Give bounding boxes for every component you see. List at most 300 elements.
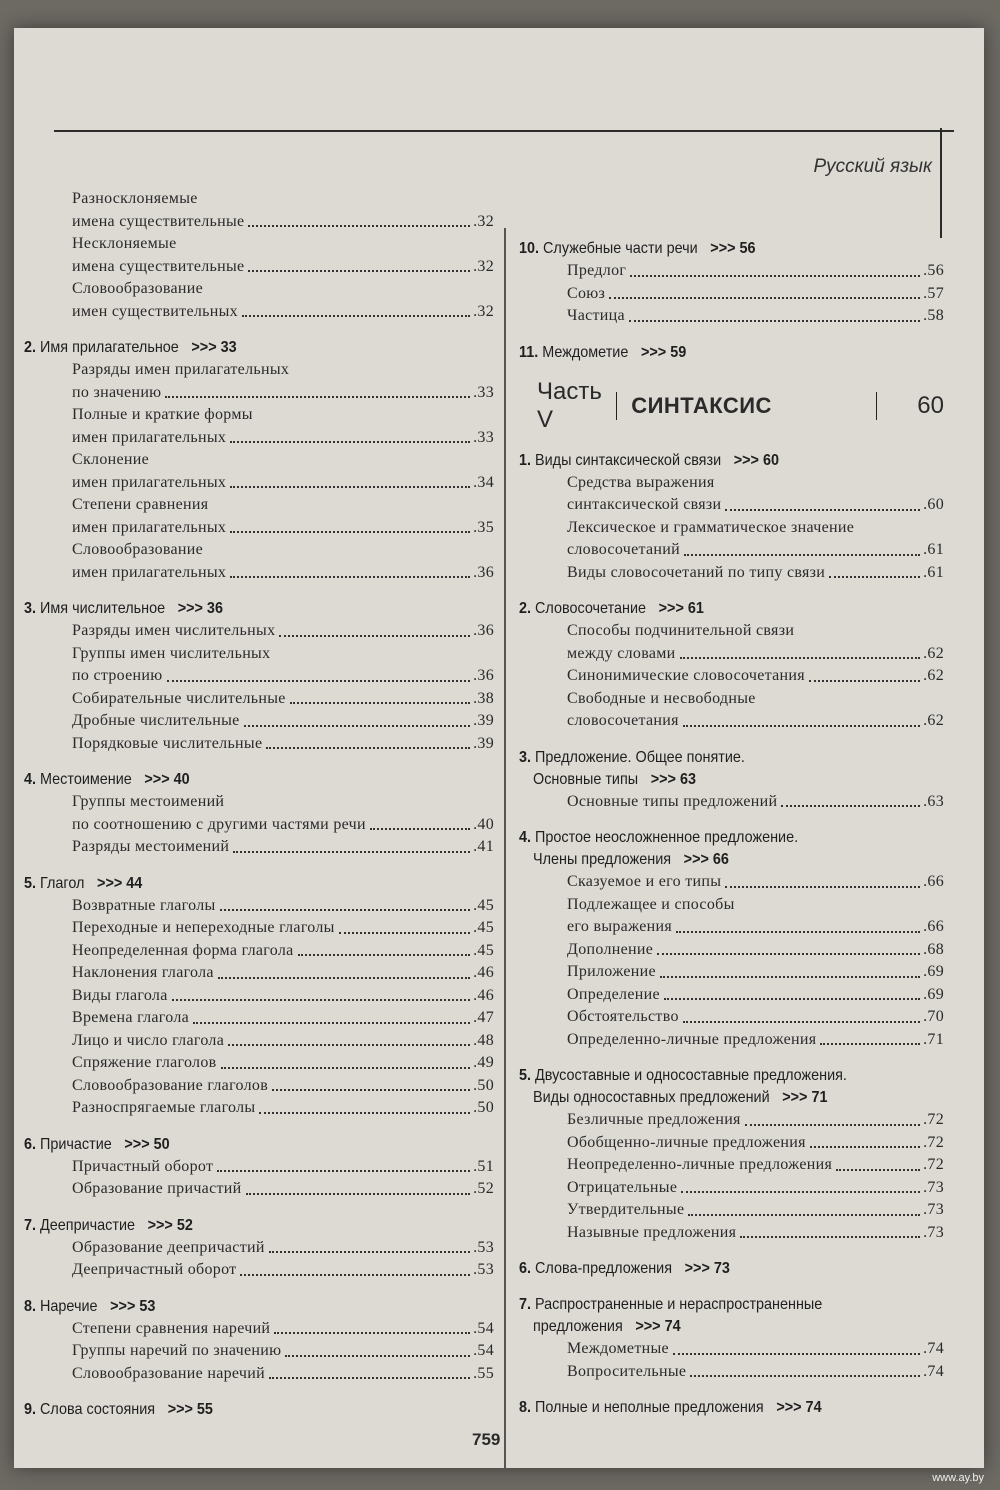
entry-label: по соотношению с другими частями речи	[72, 815, 366, 833]
toc-entry[interactable]	[567, 1006, 944, 1029]
section-ref: >>> 55	[167, 1401, 213, 1418]
toc-entry[interactable]	[72, 733, 494, 756]
toc-entry[interactable]	[72, 404, 494, 427]
entry-page: .63	[923, 792, 944, 810]
toc-entry[interactable]	[567, 984, 944, 1007]
section-ref: >>> 61	[658, 600, 704, 617]
section-number: 8.	[24, 1297, 37, 1315]
part-separator	[616, 392, 617, 420]
entry-label: Междометные	[567, 1340, 669, 1357]
toc-entry[interactable]	[72, 562, 494, 585]
entry-page: .32	[473, 302, 494, 320]
entry-label: имена существительные	[72, 212, 245, 230]
dot-leader	[269, 1251, 470, 1253]
section-heading[interactable]	[519, 1397, 902, 1419]
toc-entry[interactable]	[72, 1178, 494, 1201]
section-heading[interactable]	[24, 873, 447, 895]
entry-list	[72, 895, 494, 1120]
toc-entry[interactable]	[567, 939, 944, 962]
section-ref: >>> 73	[684, 1260, 730, 1277]
dot-leader	[690, 1375, 920, 1377]
dot-leader	[228, 1044, 470, 1046]
section-title: Деепричастие	[40, 1216, 135, 1234]
entry-label: Дополнение	[567, 940, 654, 958]
section-heading[interactable]	[519, 827, 902, 849]
toc-entry[interactable]	[567, 1361, 944, 1384]
section-heading[interactable]	[519, 598, 902, 620]
entry-page: .62	[923, 644, 944, 662]
section-ref: >>> 40	[144, 771, 190, 788]
entry-label: Образование деепричастий	[72, 1238, 265, 1256]
toc-entry[interactable]	[72, 494, 494, 517]
toc-entry[interactable]	[72, 1075, 494, 1098]
entry-label: Разносклоняемые	[72, 190, 198, 207]
entry-label: по строению	[72, 667, 163, 684]
entry-label: Словообразование	[72, 541, 204, 558]
section-heading-cont[interactable]	[533, 769, 903, 791]
dot-leader	[836, 1169, 920, 1171]
toc-section	[519, 827, 944, 1051]
entry-label: Частица	[567, 307, 625, 324]
toc-entry[interactable]	[72, 940, 494, 963]
entry-page: .38	[473, 689, 494, 707]
section-title: Междометие	[542, 343, 629, 361]
toc-section	[24, 188, 494, 323]
entry-page: .54	[473, 1319, 494, 1337]
toc-section	[24, 873, 494, 1120]
entry-label: имен прилагательных	[72, 563, 227, 581]
toc-entry[interactable]	[72, 710, 494, 733]
toc-section	[519, 1258, 944, 1280]
dot-leader	[244, 725, 471, 727]
entry-list	[567, 871, 944, 1051]
section-title: Причастие	[40, 1135, 112, 1153]
entry-list	[72, 1156, 494, 1201]
entry-page: .36	[473, 563, 494, 581]
section-number: 4.	[24, 771, 37, 788]
entry-label: Спряжение глаголов	[72, 1054, 217, 1071]
dot-leader	[220, 909, 471, 911]
entry-page: .62	[923, 712, 944, 729]
dot-leader	[266, 747, 470, 749]
right-column	[519, 238, 944, 1419]
toc-entry[interactable]	[72, 1318, 494, 1341]
entry-page: .61	[923, 563, 944, 581]
toc-entry[interactable]	[72, 688, 494, 711]
toc-entry[interactable]	[72, 985, 494, 1008]
dot-leader	[298, 954, 471, 956]
section-title-cont: Виды односоставных предложений	[533, 1089, 770, 1106]
section-heading[interactable]	[519, 238, 902, 260]
watermark: www.ay.by	[932, 1472, 984, 1484]
toc-entry[interactable]	[567, 791, 944, 814]
entry-label: Виды словосочетаний по типу связи	[567, 563, 826, 581]
part-heading	[537, 378, 944, 434]
entry-label: имен прилагательных	[72, 473, 227, 491]
part-label: Часть V	[537, 377, 602, 433]
toc-entry[interactable]	[567, 305, 944, 328]
entry-label: имен существительных	[72, 302, 238, 320]
toc-section	[519, 747, 944, 814]
entry-label: Переходные и непереходные глаголы	[72, 919, 335, 936]
toc-entry[interactable]	[72, 791, 494, 814]
dot-leader	[683, 725, 920, 727]
header-bar	[940, 128, 942, 238]
section-heading[interactable]	[24, 1399, 447, 1421]
toc-entry[interactable]	[72, 472, 494, 495]
entry-label: между словами	[567, 644, 676, 662]
entry-page: .33	[473, 383, 494, 401]
entry-label: Союз	[567, 284, 606, 302]
dot-leader	[810, 1146, 920, 1148]
toc-entry[interactable]	[72, 1156, 494, 1179]
toc-section	[519, 450, 944, 585]
entry-label: Времена глагола	[72, 1009, 190, 1026]
toc-entry[interactable]	[567, 620, 944, 643]
toc-entry[interactable]	[72, 1259, 494, 1282]
entry-label: Группы наречий по значению	[72, 1342, 282, 1359]
section-number: 4.	[519, 829, 532, 846]
entry-page: .46	[473, 964, 494, 981]
toc-entry[interactable]	[567, 1132, 944, 1155]
toc-entry[interactable]	[567, 894, 944, 917]
toc-entry[interactable]	[72, 233, 494, 256]
dot-leader	[272, 1089, 470, 1091]
section-title-cont: предложения	[533, 1318, 623, 1335]
section-heading[interactable]	[24, 769, 447, 791]
section-heading-cont[interactable]	[533, 849, 903, 871]
section-number: 7.	[24, 1216, 37, 1234]
toc-entry[interactable]	[567, 643, 944, 666]
dot-leader	[269, 1377, 470, 1379]
entry-page: .36	[473, 667, 494, 684]
toc-entry[interactable]	[72, 917, 494, 940]
entry-page: .45	[473, 896, 494, 914]
entry-label: Определенно-личные предложения	[567, 1030, 817, 1048]
entry-label: Словообразование наречий	[72, 1364, 265, 1382]
dot-leader	[339, 932, 470, 934]
section-ref: >>> 74	[635, 1318, 681, 1335]
toc-entry[interactable]	[72, 256, 494, 279]
section-ref: >>> 60	[733, 451, 779, 469]
entry-label: Лексическое и грамматическое значение	[567, 518, 855, 536]
entry-label: Определение	[567, 985, 660, 1003]
entry-page: .52	[473, 1180, 494, 1197]
entry-page: .72	[923, 1133, 944, 1151]
toc-entry[interactable]	[72, 814, 494, 837]
section-number: 5.	[24, 874, 37, 892]
section-heading[interactable]	[24, 1296, 447, 1318]
dot-leader	[681, 1191, 920, 1193]
section-number: 7.	[519, 1296, 532, 1313]
entry-label: Безличные предложения	[567, 1111, 741, 1128]
entry-label: Деепричастный оборот	[72, 1261, 237, 1278]
toc-entry[interactable]	[567, 283, 944, 306]
toc-entry[interactable]	[72, 1237, 494, 1260]
section-ref: >>> 71	[782, 1089, 828, 1106]
toc-entry[interactable]	[72, 620, 494, 643]
section-title: Двусоставные и односоставные предложения.	[535, 1067, 847, 1084]
entry-label: Группы местоимений	[72, 793, 225, 810]
entry-page: .68	[923, 940, 944, 958]
entry-label: Синонимические словосочетания	[567, 667, 805, 684]
dot-leader	[740, 1236, 920, 1238]
entry-page: .32	[473, 257, 494, 275]
entry-label: Неопределенная форма глагола	[72, 941, 294, 959]
toc-section	[519, 238, 944, 328]
entry-page: .69	[923, 963, 944, 980]
section-number: 3.	[24, 600, 37, 617]
entry-list	[72, 1237, 494, 1282]
entry-label: Виды глагола	[72, 986, 168, 1004]
section-title-cont: Члены предложения	[533, 851, 672, 868]
entry-label: по значению	[72, 383, 162, 401]
toc-entry[interactable]	[72, 643, 494, 666]
entry-page: .74	[923, 1362, 944, 1380]
section-title: Распространенные и нераспространенные	[535, 1296, 823, 1313]
toc-entry[interactable]	[567, 916, 944, 939]
entry-label: имена существительные	[72, 257, 245, 275]
toc-entry[interactable]	[72, 427, 494, 450]
entry-page: .39	[473, 712, 494, 729]
entry-label: Основные типы предложений	[567, 792, 778, 810]
dot-leader	[233, 851, 470, 853]
dot-leader	[688, 1214, 920, 1216]
toc-section	[519, 598, 944, 733]
section-ref: >>> 50	[124, 1135, 170, 1153]
dot-leader	[217, 1170, 470, 1172]
dot-leader	[240, 1274, 470, 1276]
entry-list	[567, 620, 944, 733]
toc-entry[interactable]	[72, 382, 494, 405]
toc-section	[519, 1294, 944, 1383]
entry-page: .33	[473, 428, 494, 446]
toc-entry[interactable]	[72, 1340, 494, 1363]
toc-entry[interactable]	[567, 1177, 944, 1200]
entry-label: Группы имен числительных	[72, 644, 271, 662]
entry-page: .48	[473, 1031, 494, 1049]
entry-label: Лицо и число глагола	[72, 1031, 225, 1049]
toc-entry[interactable]	[72, 1097, 494, 1120]
toc-entry[interactable]	[72, 962, 494, 985]
dot-leader	[246, 1193, 471, 1195]
running-header: Русский язык	[813, 156, 932, 177]
toc-section	[24, 598, 494, 755]
entry-page: .66	[923, 873, 944, 890]
entry-page: .73	[923, 1201, 944, 1218]
toc-entry[interactable]	[567, 688, 944, 711]
entry-label: Утвердительные	[567, 1201, 685, 1218]
dot-leader	[683, 1021, 920, 1023]
dot-leader	[629, 320, 920, 322]
toc-section	[519, 1065, 944, 1244]
toc-entry[interactable]	[72, 517, 494, 540]
left-column	[24, 188, 494, 1421]
entry-list	[567, 260, 944, 328]
section-number: 2.	[519, 600, 532, 617]
dot-leader	[664, 998, 920, 1000]
toc-entry[interactable]	[72, 278, 494, 301]
section-number: 2.	[24, 339, 37, 356]
entry-page: .62	[923, 667, 944, 684]
section-heading[interactable]	[519, 1294, 902, 1316]
dot-leader	[660, 976, 920, 978]
dot-leader	[230, 441, 470, 443]
page-number: 759	[472, 1430, 501, 1449]
entry-label: Наклонения глагола	[72, 964, 214, 981]
dot-leader	[221, 1067, 471, 1069]
entry-page: .54	[473, 1342, 494, 1359]
dot-leader	[609, 297, 920, 299]
entry-label: Разряды местоимений	[72, 838, 230, 855]
entry-page: .50	[473, 1099, 494, 1116]
toc-entry[interactable]	[567, 1199, 944, 1222]
section-ref: >>> 36	[177, 600, 223, 617]
toc-entry[interactable]	[567, 494, 944, 517]
toc-entry[interactable]	[567, 1029, 944, 1052]
toc-entry[interactable]	[72, 188, 494, 211]
toc-entry[interactable]	[567, 1154, 944, 1177]
section-number: 3.	[519, 748, 532, 766]
toc-entry[interactable]	[567, 472, 944, 495]
toc-entry[interactable]	[72, 359, 494, 382]
entry-label: Порядковые числительные	[72, 734, 263, 752]
section-title: Служебные части речи	[543, 240, 698, 257]
toc-entry[interactable]	[72, 539, 494, 562]
dot-leader	[820, 1043, 920, 1045]
entry-page: .60	[923, 496, 944, 513]
book-page	[14, 28, 984, 1468]
section-title: Виды синтаксической связи	[535, 451, 722, 469]
section-title: Глагол	[40, 874, 85, 892]
section-number: 9.	[24, 1401, 37, 1418]
entry-page: .50	[473, 1076, 494, 1094]
toc-entry[interactable]	[72, 665, 494, 688]
section-heading-cont[interactable]	[533, 1087, 903, 1109]
toc-section	[24, 1134, 494, 1201]
entry-label: Разряды имен прилагательных	[72, 361, 290, 378]
toc-entry[interactable]	[72, 836, 494, 859]
entry-page: .70	[923, 1008, 944, 1025]
section-heading[interactable]	[24, 337, 447, 359]
entry-page: .66	[923, 918, 944, 935]
entry-label: Обстоятельство	[567, 1008, 679, 1025]
toc-entry[interactable]	[567, 871, 944, 894]
toc-section	[24, 337, 494, 584]
dot-leader	[370, 828, 470, 830]
entry-list	[567, 472, 944, 585]
section-ref: >>> 56	[710, 240, 756, 257]
entry-label: Сказуемое и его типы	[567, 873, 722, 890]
toc-entry[interactable]	[567, 1109, 944, 1132]
section-ref: >>> 53	[110, 1297, 156, 1315]
toc-entry[interactable]	[72, 301, 494, 324]
dot-leader	[673, 1353, 920, 1355]
toc-entry[interactable]	[72, 449, 494, 472]
entry-page: .39	[473, 734, 494, 752]
toc-entry[interactable]	[567, 961, 944, 984]
entry-label: синтаксической связи	[567, 496, 722, 513]
section-heading[interactable]	[519, 747, 902, 769]
dot-leader	[230, 531, 470, 533]
entry-page: .49	[473, 1054, 494, 1071]
dot-leader	[230, 486, 470, 488]
entry-label: Словообразование	[72, 280, 204, 297]
dot-leader	[725, 509, 920, 511]
entry-label: его выражения	[567, 918, 673, 935]
dot-leader	[809, 680, 920, 682]
section-heading[interactable]	[519, 342, 902, 364]
section-heading[interactable]	[24, 1215, 447, 1237]
toc-entry[interactable]	[567, 1222, 944, 1245]
toc-entry[interactable]	[567, 539, 944, 562]
entry-label: Вопросительные	[567, 1362, 687, 1380]
toc-entry[interactable]	[567, 665, 944, 688]
section-heading[interactable]	[519, 450, 902, 472]
section-ref: >>> 33	[191, 339, 237, 356]
entry-page: .61	[923, 541, 944, 558]
section-ref: >>> 66	[683, 851, 729, 868]
dot-leader	[745, 1124, 920, 1126]
entry-label: Обобщенно-личные предложения	[567, 1133, 806, 1151]
toc-entry[interactable]	[567, 260, 944, 283]
entry-list	[567, 791, 944, 814]
section-heading[interactable]	[519, 1065, 902, 1087]
toc-entry[interactable]	[72, 1007, 494, 1030]
toc-section	[24, 1296, 494, 1386]
toc-entry[interactable]	[72, 1030, 494, 1053]
toc-entry[interactable]	[567, 517, 944, 540]
toc-entry[interactable]	[567, 1338, 944, 1361]
entry-label: Предлог	[567, 262, 627, 279]
entry-page: .36	[473, 622, 494, 639]
entry-page: .53	[473, 1261, 494, 1278]
toc-entry[interactable]	[72, 1052, 494, 1075]
entry-page: .72	[923, 1111, 944, 1128]
entry-page: .35	[473, 518, 494, 536]
entry-label: Средства выражения	[567, 473, 715, 491]
section-heading[interactable]	[24, 1134, 447, 1156]
dot-leader	[630, 275, 920, 277]
dot-leader	[248, 270, 470, 272]
dot-leader	[676, 931, 920, 933]
toc-section	[24, 1215, 494, 1282]
entry-page: .47	[473, 1009, 494, 1026]
section-title-cont: Основные типы	[533, 770, 639, 788]
entry-label: Приложение	[567, 963, 656, 980]
dot-leader	[259, 1112, 470, 1114]
entry-list	[72, 620, 494, 755]
toc-entry[interactable]	[72, 1363, 494, 1386]
section-heading[interactable]	[519, 1258, 902, 1280]
dot-leader	[725, 886, 920, 888]
toc-entry[interactable]	[72, 895, 494, 918]
section-title: Словосочетание	[535, 600, 647, 617]
dot-leader	[829, 576, 920, 578]
entry-label: Разноспрягаемые глаголы	[72, 1099, 256, 1116]
toc-section	[519, 1397, 944, 1419]
toc-entry[interactable]	[567, 562, 944, 585]
toc-entry[interactable]	[567, 710, 944, 733]
entry-label: Назывные предложения	[567, 1223, 737, 1241]
entry-label: словосочетания	[567, 712, 679, 729]
entry-label: Несклоняемые	[72, 235, 177, 252]
entry-label: Словообразование глаголов	[72, 1076, 269, 1094]
entry-list	[72, 1318, 494, 1386]
toc-entry[interactable]	[72, 211, 494, 234]
section-heading-cont[interactable]	[533, 1316, 903, 1338]
section-heading[interactable]	[24, 598, 447, 620]
